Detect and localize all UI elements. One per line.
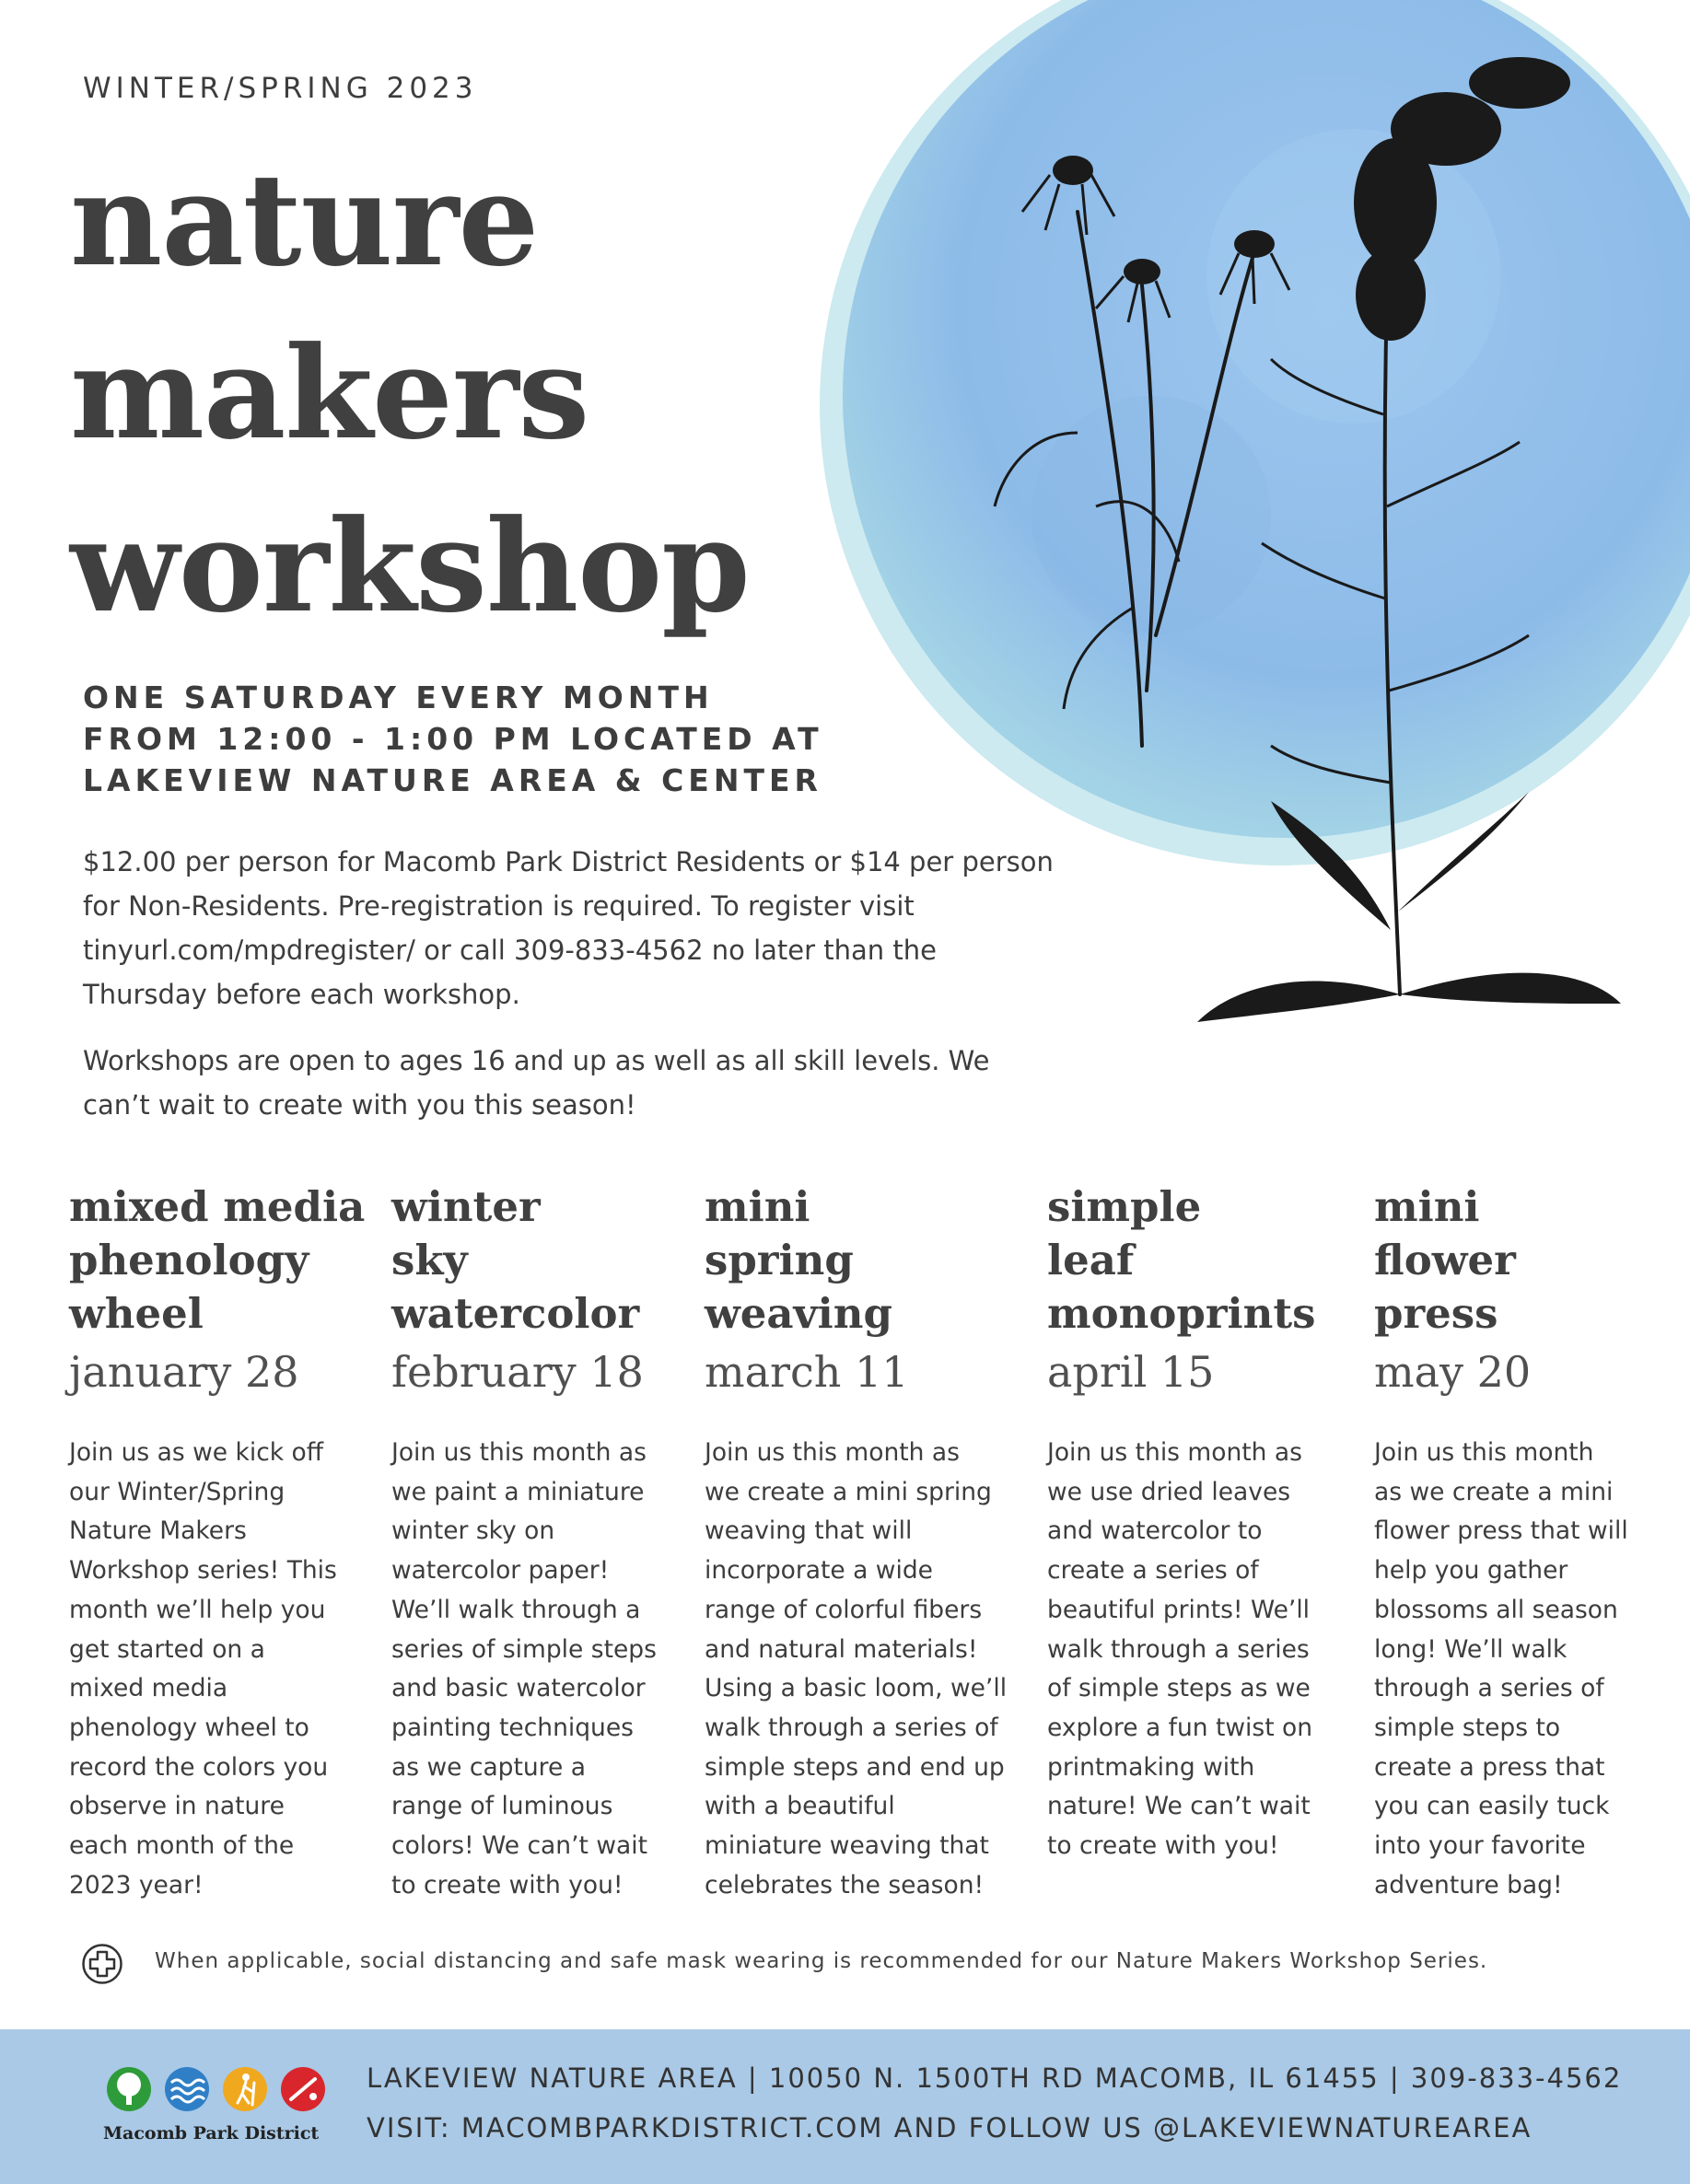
safety-notice: When applicable, social distancing and safe mask wearing is recommended for our Nature Makers Workshop Series. — [155, 1949, 1488, 1973]
description-line: beautiful prints! We’ll — [1047, 1595, 1311, 1624]
description-line: as we capture a — [391, 1752, 586, 1782]
description-line: we create a mini spring — [705, 1477, 992, 1506]
season-label: WINTER/SPRING 2023 — [83, 72, 478, 105]
description-line: phenology wheel to — [69, 1713, 309, 1742]
description-line: create a series of — [1047, 1556, 1259, 1586]
park-district-name: Macomb Park District — [103, 2123, 320, 2143]
workshop-title-line: simple — [1047, 1182, 1202, 1231]
subhead-line-3: LAKEVIEW NATURE AREA & CENTER — [83, 762, 822, 798]
workshop-title-line: mini — [705, 1182, 810, 1231]
description-line: series of simple steps — [391, 1634, 657, 1664]
description-line: range of luminous — [391, 1792, 613, 1821]
description-line: 2023 year! — [69, 1870, 204, 1899]
description-line: month we’ll help you — [69, 1595, 326, 1624]
workshop-title-line: weaving — [705, 1289, 892, 1338]
description-line: and basic watercolor — [391, 1674, 646, 1703]
tree-logo-icon — [106, 2066, 152, 2112]
workshop-march — [705, 1180, 1008, 1899]
description-line: and watercolor to — [1047, 1516, 1263, 1546]
workshop-date: may 20 — [1374, 1347, 1532, 1397]
description-line: with a beautiful — [705, 1792, 895, 1821]
description-line: Using a basic loom, we’ll — [705, 1674, 1008, 1703]
workshop-date: january 28 — [69, 1347, 299, 1397]
sports-logo-icon — [280, 2066, 326, 2112]
description-line: help you gather — [1374, 1556, 1568, 1586]
workshop-description — [391, 1434, 657, 1905]
description-line: Join us this month — [1374, 1438, 1594, 1467]
description-line: as we create a mini — [1374, 1477, 1614, 1506]
description-line: we paint a miniature — [391, 1477, 645, 1506]
description-line: Join us as we kick off — [69, 1438, 324, 1467]
description-line: walk through a series of — [705, 1713, 998, 1742]
description-line: mixed media — [69, 1674, 228, 1703]
schedule-subhead — [83, 677, 823, 801]
description-line: flower press that will — [1374, 1516, 1628, 1546]
workshop-title-line: leaf — [1047, 1236, 1135, 1284]
audience-paragraph: Workshops are open to ages 16 and up as well as all skill levels. We can’t wait to create with you this season! — [83, 1045, 990, 1121]
workshop-may — [1374, 1180, 1628, 1899]
workshop-title-line: spring — [705, 1236, 854, 1284]
description-line: explore a fun twist on — [1047, 1713, 1313, 1742]
workshop-title-line: phenology — [69, 1236, 309, 1284]
water-waves-logo-icon — [164, 2066, 210, 2112]
title-line-1: nature — [70, 145, 539, 295]
footer-visit: VISIT: MACOMBPARKDISTRICT.COM AND FOLLOW US @LAKEVIEWNATUREAREA — [367, 2112, 1533, 2143]
description-line: through a series of — [1374, 1674, 1604, 1703]
workshop-date: april 15 — [1047, 1347, 1215, 1397]
description-line: watercolor paper! — [391, 1556, 610, 1586]
hiker-logo-icon — [222, 2066, 268, 2112]
workshop-description — [705, 1434, 1007, 1905]
botanical-illustration — [958, 46, 1690, 1068]
description-line: adventure bag! — [1374, 1870, 1563, 1899]
description-line: of simple steps as we — [1047, 1674, 1311, 1703]
workshop-title-line: wheel — [69, 1289, 204, 1338]
description-line: observe in nature — [69, 1792, 285, 1821]
description-line: Join us this month as — [1047, 1438, 1302, 1467]
description-line: Join us this month as — [705, 1438, 960, 1467]
description-line: miniature weaving that — [705, 1831, 989, 1861]
workshop-title-line: monoprints — [1047, 1289, 1316, 1338]
workshop-title-line: mini — [1374, 1182, 1480, 1231]
description-line: Workshop series! This — [69, 1556, 337, 1586]
health-cross-icon — [81, 1943, 123, 1985]
description-line: printmaking with — [1047, 1752, 1255, 1782]
description-line: record the colors you — [69, 1752, 329, 1782]
description-line: you can easily tuck — [1374, 1792, 1610, 1821]
workshop-description — [1047, 1434, 1312, 1866]
description-line: create a press that — [1374, 1752, 1605, 1782]
workshop-title-line: press — [1374, 1289, 1498, 1338]
workshop-description — [1374, 1434, 1628, 1905]
description-line: to create with you! — [1047, 1831, 1279, 1861]
description-line: each month of the — [69, 1831, 295, 1861]
description-line: simple steps and end up — [705, 1752, 1005, 1782]
title-line-3: workshop — [70, 491, 750, 641]
workshop-date: march 11 — [705, 1347, 909, 1397]
description-line: nature! We can’t wait — [1047, 1792, 1311, 1821]
workshop-description — [69, 1434, 337, 1905]
description-line: celebrates the season! — [705, 1870, 985, 1899]
description-line: winter sky on — [391, 1516, 555, 1546]
description-line: and natural materials! — [705, 1634, 978, 1664]
workshop-january — [69, 1180, 366, 1899]
description-line: colors! We can’t wait — [391, 1831, 647, 1861]
subhead-line-1: ONE SATURDAY EVERY MONTH — [83, 680, 714, 715]
description-line: our Winter/Spring — [69, 1477, 286, 1506]
description-line: long! We’ll walk — [1374, 1634, 1568, 1664]
pricing-paragraph: $12.00 per person for Macomb Park District Residents or $14 per person for Non-Residents. Pre-registration is required. To register visit tinyurl.com/mpdregister/ or call 309-833-4562 no later than the Thursday before each workshop. — [83, 846, 1054, 1010]
description-line: Nature Makers — [69, 1516, 247, 1546]
description-line: range of colorful fibers — [705, 1595, 983, 1624]
workshop-title-line: watercolor — [391, 1289, 640, 1338]
footer — [0, 2029, 1690, 2184]
workshop-title-line: mixed media — [69, 1182, 366, 1231]
subhead-line-2: FROM 12:00 - 1:00 PM LOCATED AT — [83, 721, 823, 757]
description-line: Join us this month as — [391, 1438, 647, 1467]
title-line-2: makers — [70, 318, 589, 468]
workshop-title-line: sky — [391, 1236, 468, 1284]
description-line: weaving that will — [705, 1516, 913, 1546]
workshop-april — [1047, 1180, 1316, 1861]
description-line: simple steps to — [1374, 1713, 1561, 1742]
description-line: to create with you! — [391, 1870, 624, 1899]
workshop-february — [391, 1180, 657, 1899]
description-line: painting techniques — [391, 1713, 634, 1742]
footer-address: LAKEVIEW NATURE AREA | 10050 N. 1500TH RD MACOMB, IL 61455 | 309-833-4562 — [367, 2062, 1623, 2094]
workshop-title-line: winter — [391, 1182, 541, 1231]
description-line: blossoms all season — [1374, 1595, 1618, 1624]
description-line: incorporate a wide — [705, 1556, 933, 1586]
description-line: We’ll walk through a — [391, 1595, 641, 1624]
description-line: we use dried leaves — [1047, 1477, 1291, 1506]
workshop-title-line: flower — [1374, 1236, 1516, 1284]
description-line: get started on a — [69, 1634, 265, 1664]
description-line: walk through a series — [1047, 1634, 1310, 1664]
description-line: into your favorite — [1374, 1831, 1586, 1861]
workshop-date: february 18 — [391, 1347, 644, 1397]
